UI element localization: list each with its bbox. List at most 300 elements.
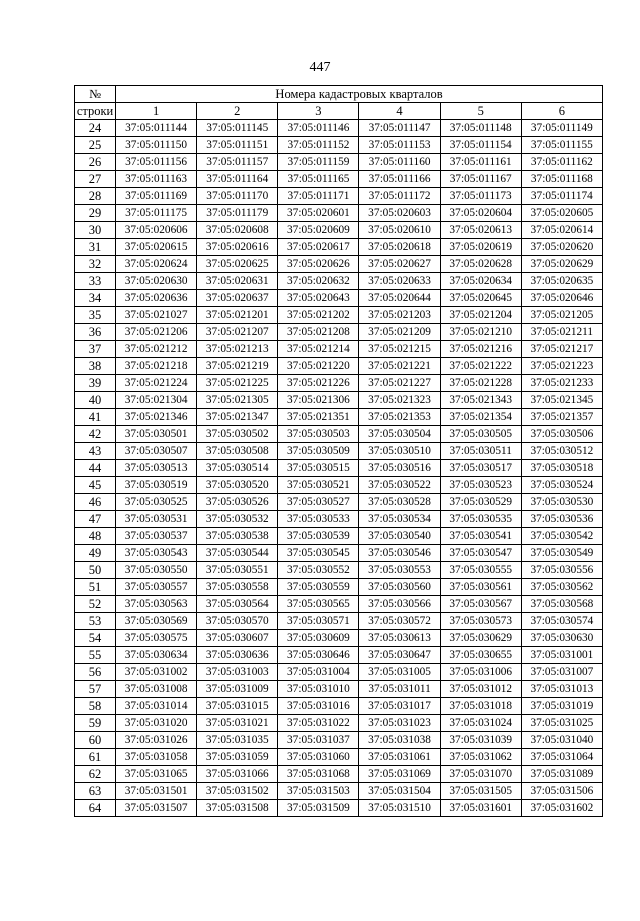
cadastral-number-cell: 37:05:031506 — [521, 783, 602, 800]
cadastral-number-cell: 37:05:030512 — [521, 443, 602, 460]
table-row — [75, 460, 603, 477]
row-number-cell: 32 — [75, 256, 116, 273]
cadastral-number-cell: 37:05:030573 — [440, 613, 521, 630]
cadastral-number-cell: 37:05:031006 — [440, 664, 521, 681]
cadastral-number-cell: 37:05:031024 — [440, 715, 521, 732]
cadastral-number-cell: 37:05:030561 — [440, 579, 521, 596]
cadastral-number-cell: 37:05:030526 — [197, 494, 278, 511]
cadastral-number-cell: 37:05:021209 — [359, 324, 440, 341]
cadastral-number-cell: 37:05:031018 — [440, 698, 521, 715]
row-number-cell: 42 — [75, 426, 116, 443]
column-header-2: 2 — [197, 103, 278, 120]
row-number-cell: 44 — [75, 460, 116, 477]
cadastral-number-cell: 37:05:021345 — [521, 392, 602, 409]
cadastral-number-cell: 37:05:030520 — [197, 477, 278, 494]
cadastral-number-cell: 37:05:011163 — [116, 171, 197, 188]
cadastral-number-cell: 37:05:021210 — [440, 324, 521, 341]
cadastral-number-cell: 37:05:020605 — [521, 205, 602, 222]
row-number-cell: 46 — [75, 494, 116, 511]
cadastral-number-cell: 37:05:030571 — [278, 613, 359, 630]
cadastral-number-cell: 37:05:030541 — [440, 528, 521, 545]
cadastral-number-cell: 37:05:011164 — [197, 171, 278, 188]
cadastral-number-cell: 37:05:030552 — [278, 562, 359, 579]
cadastral-number-cell: 37:05:030535 — [440, 511, 521, 528]
row-number-cell: 62 — [75, 766, 116, 783]
table-row — [75, 596, 603, 613]
row-number-header-top: № — [75, 86, 116, 103]
cadastral-number-cell: 37:05:030655 — [440, 647, 521, 664]
cadastral-number-cell: 37:05:030634 — [116, 647, 197, 664]
cadastral-number-cell: 37:05:030507 — [116, 443, 197, 460]
cadastral-number-cell: 37:05:011168 — [521, 171, 602, 188]
cadastral-number-cell: 37:05:030521 — [278, 477, 359, 494]
cadastral-number-cell: 37:05:020630 — [116, 273, 197, 290]
row-number-cell: 43 — [75, 443, 116, 460]
cadastral-number-cell: 37:05:030506 — [521, 426, 602, 443]
cadastral-number-cell: 37:05:030543 — [116, 545, 197, 562]
cadastral-number-cell: 37:05:021353 — [359, 409, 440, 426]
row-number-cell: 30 — [75, 222, 116, 239]
cadastral-number-cell: 37:05:030613 — [359, 630, 440, 647]
cadastral-number-cell: 37:05:031601 — [440, 800, 521, 817]
row-number-cell: 28 — [75, 188, 116, 205]
cadastral-number-cell: 37:05:031008 — [116, 681, 197, 698]
cadastral-number-cell: 37:05:011153 — [359, 137, 440, 154]
cadastral-number-cell: 37:05:021224 — [116, 375, 197, 392]
cadastral-number-cell: 37:05:011179 — [197, 205, 278, 222]
cadastral-number-cell: 37:05:030525 — [116, 494, 197, 511]
cadastral-number-cell: 37:05:030549 — [521, 545, 602, 562]
row-number-cell: 37 — [75, 341, 116, 358]
cadastral-number-cell: 37:05:030636 — [197, 647, 278, 664]
cadastral-number-cell: 37:05:021216 — [440, 341, 521, 358]
cadastral-number-cell: 37:05:030501 — [116, 426, 197, 443]
cadastral-number-cell: 37:05:020620 — [521, 239, 602, 256]
column-header-4: 4 — [359, 103, 440, 120]
cadastral-number-cell: 37:05:011174 — [521, 188, 602, 205]
cadastral-number-cell: 37:05:030546 — [359, 545, 440, 562]
cadastral-number-cell: 37:05:030517 — [440, 460, 521, 477]
cadastral-number-cell: 37:05:030523 — [440, 477, 521, 494]
cadastral-number-cell: 37:05:021219 — [197, 358, 278, 375]
table-header — [75, 86, 603, 120]
cadastral-number-cell: 37:05:031026 — [116, 732, 197, 749]
row-number-cell: 45 — [75, 477, 116, 494]
cadastral-number-cell: 37:05:030572 — [359, 613, 440, 630]
cadastral-number-cell: 37:05:030527 — [278, 494, 359, 511]
cadastral-number-cell: 37:05:031510 — [359, 800, 440, 817]
cadastral-number-cell: 37:05:020614 — [521, 222, 602, 239]
row-number-cell: 40 — [75, 392, 116, 409]
cadastral-number-cell: 37:05:030566 — [359, 596, 440, 613]
cadastral-number-cell: 37:05:020636 — [116, 290, 197, 307]
table-body — [75, 120, 603, 817]
cadastral-number-cell: 37:05:030538 — [197, 528, 278, 545]
cadastral-number-cell: 37:05:031037 — [278, 732, 359, 749]
cadastral-number-cell: 37:05:030551 — [197, 562, 278, 579]
cadastral-number-cell: 37:05:030513 — [116, 460, 197, 477]
cadastral-number-cell: 37:05:030560 — [359, 579, 440, 596]
row-number-cell: 25 — [75, 137, 116, 154]
table-row — [75, 358, 603, 375]
cadastral-number-cell: 37:05:020610 — [359, 222, 440, 239]
table-row — [75, 188, 603, 205]
cadastral-number-cell: 37:05:021233 — [521, 375, 602, 392]
cadastral-number-cell: 37:05:030532 — [197, 511, 278, 528]
cadastral-number-cell: 37:05:011160 — [359, 154, 440, 171]
cadastral-number-cell: 37:05:020604 — [440, 205, 521, 222]
group-title-header: Номера кадастровых кварталов — [116, 86, 603, 103]
cadastral-number-cell: 37:05:031013 — [521, 681, 602, 698]
cadastral-number-cell: 37:05:021222 — [440, 358, 521, 375]
cadastral-number-cell: 37:05:031039 — [440, 732, 521, 749]
page-number: 447 — [309, 60, 331, 75]
cadastral-number-cell: 37:05:021213 — [197, 341, 278, 358]
cadastral-number-cell: 37:05:011149 — [521, 120, 602, 137]
cadastral-number-cell: 37:05:021346 — [116, 409, 197, 426]
table-row — [75, 681, 603, 698]
cadastral-number-cell: 37:05:021214 — [278, 341, 359, 358]
cadastral-number-cell: 37:05:030533 — [278, 511, 359, 528]
row-number-cell: 47 — [75, 511, 116, 528]
cadastral-number-cell: 37:05:031089 — [521, 766, 602, 783]
cadastral-number-cell: 37:05:030511 — [440, 443, 521, 460]
cadastral-number-cell: 37:05:021228 — [440, 375, 521, 392]
cadastral-number-cell: 37:05:030567 — [440, 596, 521, 613]
cadastral-number-cell: 37:05:011161 — [440, 154, 521, 171]
table-row — [75, 239, 603, 256]
cadastral-number-cell: 37:05:030629 — [440, 630, 521, 647]
cadastral-number-cell: 37:05:030509 — [278, 443, 359, 460]
cadastral-number-cell: 37:05:020634 — [440, 273, 521, 290]
cadastral-number-cell: 37:05:021205 — [521, 307, 602, 324]
cadastral-number-cell: 37:05:020629 — [521, 256, 602, 273]
cadastral-number-cell: 37:05:020628 — [440, 256, 521, 273]
cadastral-number-cell: 37:05:031501 — [116, 783, 197, 800]
table-row — [75, 783, 603, 800]
cadastral-number-cell: 37:05:030518 — [521, 460, 602, 477]
cadastral-number-cell: 37:05:031061 — [359, 749, 440, 766]
cadastral-number-cell: 37:05:021201 — [197, 307, 278, 324]
cadastral-number-cell: 37:05:011147 — [359, 120, 440, 137]
row-number-cell: 36 — [75, 324, 116, 341]
cadastral-number-cell: 37:05:031016 — [278, 698, 359, 715]
cadastral-number-cell: 37:05:021206 — [116, 324, 197, 341]
cadastral-number-cell: 37:05:030540 — [359, 528, 440, 545]
cadastral-number-cell: 37:05:030534 — [359, 511, 440, 528]
row-number-cell: 56 — [75, 664, 116, 681]
cadastral-number-cell: 37:05:030542 — [521, 528, 602, 545]
cadastral-number-cell: 37:05:030550 — [116, 562, 197, 579]
cadastral-number-cell: 37:05:031066 — [197, 766, 278, 783]
cadastral-number-cell: 37:05:021221 — [359, 358, 440, 375]
cadastral-number-cell: 37:05:030563 — [116, 596, 197, 613]
cadastral-number-cell: 37:05:020646 — [521, 290, 602, 307]
column-header-3: 3 — [278, 103, 359, 120]
cadastral-number-cell: 37:05:031035 — [197, 732, 278, 749]
cadastral-number-cell: 37:05:021220 — [278, 358, 359, 375]
cadastral-number-cell: 37:05:020615 — [116, 239, 197, 256]
cadastral-number-cell: 37:05:030536 — [521, 511, 602, 528]
cadastral-number-cell: 37:05:030529 — [440, 494, 521, 511]
table-row — [75, 426, 603, 443]
cadastral-number-cell: 37:05:031602 — [521, 800, 602, 817]
table-row — [75, 341, 603, 358]
table-row — [75, 749, 603, 766]
table-row — [75, 562, 603, 579]
row-number-cell: 63 — [75, 783, 116, 800]
row-number-cell: 34 — [75, 290, 116, 307]
row-number-cell: 27 — [75, 171, 116, 188]
cadastral-number-cell: 37:05:031508 — [197, 800, 278, 817]
row-number-cell: 48 — [75, 528, 116, 545]
row-number-cell: 41 — [75, 409, 116, 426]
row-number-cell: 52 — [75, 596, 116, 613]
table-row — [75, 443, 603, 460]
row-number-cell: 33 — [75, 273, 116, 290]
cadastral-number-cell: 37:05:021323 — [359, 392, 440, 409]
cadastral-number-cell: 37:05:030570 — [197, 613, 278, 630]
cadastral-number-cell: 37:05:021223 — [521, 358, 602, 375]
column-header-5: 5 — [440, 103, 521, 120]
cadastral-number-cell: 37:05:021215 — [359, 341, 440, 358]
cadastral-number-cell: 37:05:020613 — [440, 222, 521, 239]
cadastral-number-cell: 37:05:031502 — [197, 783, 278, 800]
row-number-cell: 60 — [75, 732, 116, 749]
row-number-cell: 57 — [75, 681, 116, 698]
cadastral-number-cell: 37:05:021218 — [116, 358, 197, 375]
cadastral-number-cell: 37:05:030530 — [521, 494, 602, 511]
cadastral-number-cell: 37:05:011148 — [440, 120, 521, 137]
cadastral-number-cell: 37:05:011144 — [116, 120, 197, 137]
table-row — [75, 222, 603, 239]
cadastral-number-cell: 37:05:031021 — [197, 715, 278, 732]
row-number-cell: 64 — [75, 800, 116, 817]
cadastral-number-cell: 37:05:021347 — [197, 409, 278, 426]
cadastral-number-cell: 37:05:020637 — [197, 290, 278, 307]
cadastral-number-cell: 37:05:030524 — [521, 477, 602, 494]
cadastral-number-cell: 37:05:031058 — [116, 749, 197, 766]
cadastral-number-cell: 37:05:031022 — [278, 715, 359, 732]
cadastral-number-cell: 37:05:011175 — [116, 205, 197, 222]
column-header-6: 6 — [521, 103, 602, 120]
cadastral-number-cell: 37:05:031064 — [521, 749, 602, 766]
cadastral-number-cell: 37:05:021305 — [197, 392, 278, 409]
cadastral-number-cell: 37:05:031507 — [116, 800, 197, 817]
cadastral-number-cell: 37:05:031068 — [278, 766, 359, 783]
cadastral-number-cell: 37:05:011156 — [116, 154, 197, 171]
cadastral-number-cell: 37:05:030505 — [440, 426, 521, 443]
cadastral-number-cell: 37:05:031007 — [521, 664, 602, 681]
table-row — [75, 477, 603, 494]
row-number-cell: 59 — [75, 715, 116, 732]
cadastral-number-cell: 37:05:030516 — [359, 460, 440, 477]
cadastral-number-cell: 37:05:020633 — [359, 273, 440, 290]
table-row — [75, 511, 603, 528]
cadastral-number-cell: 37:05:031014 — [116, 698, 197, 715]
cadastral-number-cell: 37:05:030502 — [197, 426, 278, 443]
cadastral-number-cell: 37:05:021306 — [278, 392, 359, 409]
table-row — [75, 528, 603, 545]
table-row — [75, 494, 603, 511]
cadastral-number-cell: 37:05:031069 — [359, 766, 440, 783]
table-row — [75, 630, 603, 647]
cadastral-number-cell: 37:05:031509 — [278, 800, 359, 817]
cadastral-number-cell: 37:05:030609 — [278, 630, 359, 647]
cadastral-number-cell: 37:05:030555 — [440, 562, 521, 579]
column-header-1: 1 — [116, 103, 197, 120]
cadastral-number-cell: 37:05:020626 — [278, 256, 359, 273]
cadastral-number-cell: 37:05:011173 — [440, 188, 521, 205]
cadastral-number-cell: 37:05:021217 — [521, 341, 602, 358]
row-number-cell: 39 — [75, 375, 116, 392]
cadastral-number-cell: 37:05:011172 — [359, 188, 440, 205]
cadastral-number-cell: 37:05:031002 — [116, 664, 197, 681]
cadastral-number-cell: 37:05:031015 — [197, 698, 278, 715]
table-row — [75, 664, 603, 681]
cadastral-number-cell: 37:05:030630 — [521, 630, 602, 647]
cadastral-number-cell: 37:05:031065 — [116, 766, 197, 783]
row-number-header-bottom: строки — [75, 103, 116, 120]
cadastral-number-cell: 37:05:030539 — [278, 528, 359, 545]
cadastral-number-cell: 37:05:030558 — [197, 579, 278, 596]
cadastral-number-cell: 37:05:030565 — [278, 596, 359, 613]
cadastral-number-cell: 37:05:011151 — [197, 137, 278, 154]
cadastral-number-cell: 37:05:011157 — [197, 154, 278, 171]
row-number-cell: 58 — [75, 698, 116, 715]
cadastral-number-cell: 37:05:030519 — [116, 477, 197, 494]
cadastral-number-cell: 37:05:020619 — [440, 239, 521, 256]
cadastral-number-cell: 37:05:030556 — [521, 562, 602, 579]
cadastral-number-cell: 37:05:021208 — [278, 324, 359, 341]
cadastral-number-cell: 37:05:031062 — [440, 749, 521, 766]
cadastral-number-cell: 37:05:031038 — [359, 732, 440, 749]
table-row — [75, 732, 603, 749]
cadastral-number-cell: 37:05:031504 — [359, 783, 440, 800]
cadastral-number-cell: 37:05:011171 — [278, 188, 359, 205]
cadastral-number-cell: 37:05:011159 — [278, 154, 359, 171]
table-row — [75, 800, 603, 817]
cadastral-number-cell: 37:05:031023 — [359, 715, 440, 732]
cadastral-number-cell: 37:05:031019 — [521, 698, 602, 715]
cadastral-number-cell: 37:05:031070 — [440, 766, 521, 783]
cadastral-number-cell: 37:05:021203 — [359, 307, 440, 324]
cadastral-number-cell: 37:05:030504 — [359, 426, 440, 443]
table-row — [75, 409, 603, 426]
table-row — [75, 137, 603, 154]
row-number-cell: 29 — [75, 205, 116, 222]
row-number-cell: 50 — [75, 562, 116, 579]
cadastral-number-cell: 37:05:021351 — [278, 409, 359, 426]
table-row — [75, 375, 603, 392]
row-number-cell: 54 — [75, 630, 116, 647]
row-number-cell: 38 — [75, 358, 116, 375]
cadastral-number-cell: 37:05:031009 — [197, 681, 278, 698]
cadastral-number-cell: 37:05:021225 — [197, 375, 278, 392]
cadastral-number-cell: 37:05:030547 — [440, 545, 521, 562]
cadastral-number-cell: 37:05:030537 — [116, 528, 197, 545]
cadastral-number-cell: 37:05:011154 — [440, 137, 521, 154]
cadastral-number-cell: 37:05:031505 — [440, 783, 521, 800]
cadastral-number-cell: 37:05:030510 — [359, 443, 440, 460]
cadastral-number-cell: 37:05:031005 — [359, 664, 440, 681]
cadastral-number-cell: 37:05:020624 — [116, 256, 197, 273]
row-number-cell: 51 — [75, 579, 116, 596]
cadastral-number-cell: 37:05:031001 — [521, 647, 602, 664]
cadastral-number-cell: 37:05:011167 — [440, 171, 521, 188]
cadastral-number-cell: 37:05:011145 — [197, 120, 278, 137]
cadastral-number-cell: 37:05:021357 — [521, 409, 602, 426]
cadastral-number-cell: 37:05:020603 — [359, 205, 440, 222]
cadastral-number-cell: 37:05:020606 — [116, 222, 197, 239]
cadastral-number-cell: 37:05:031017 — [359, 698, 440, 715]
cadastral-number-cell: 37:05:021027 — [116, 307, 197, 324]
row-number-cell: 35 — [75, 307, 116, 324]
cadastral-number-cell: 37:05:021226 — [278, 375, 359, 392]
table-row — [75, 579, 603, 596]
cadastral-number-cell: 37:05:030647 — [359, 647, 440, 664]
table-row — [75, 171, 603, 188]
table-row — [75, 647, 603, 664]
row-number-cell: 31 — [75, 239, 116, 256]
table-row — [75, 545, 603, 562]
cadastral-number-cell: 37:05:021343 — [440, 392, 521, 409]
cadastral-number-cell: 37:05:011166 — [359, 171, 440, 188]
table-row — [75, 273, 603, 290]
table-row — [75, 698, 603, 715]
cadastral-number-cell: 37:05:020625 — [197, 256, 278, 273]
cadastral-number-cell: 37:05:030515 — [278, 460, 359, 477]
cadastral-number-cell: 37:05:020608 — [197, 222, 278, 239]
cadastral-number-cell: 37:05:030544 — [197, 545, 278, 562]
table-row — [75, 307, 603, 324]
row-number-cell: 55 — [75, 647, 116, 664]
cadastral-number-cell: 37:05:030528 — [359, 494, 440, 511]
cadastral-number-cell: 37:05:011162 — [521, 154, 602, 171]
table-row — [75, 766, 603, 783]
cadastral-number-cell: 37:05:011150 — [116, 137, 197, 154]
cadastral-number-cell: 37:05:030553 — [359, 562, 440, 579]
cadastral-number-cell: 37:05:031503 — [278, 783, 359, 800]
cadastral-number-cell: 37:05:011155 — [521, 137, 602, 154]
cadastral-number-cell: 37:05:011146 — [278, 120, 359, 137]
cadastral-number-cell: 37:05:021211 — [521, 324, 602, 341]
cadastral-number-cell: 37:05:020601 — [278, 205, 359, 222]
cadastral-number-cell: 37:05:021212 — [116, 341, 197, 358]
cadastral-number-cell: 37:05:030574 — [521, 613, 602, 630]
table-row — [75, 290, 603, 307]
cadastral-number-cell: 37:05:031004 — [278, 664, 359, 681]
table-row — [75, 154, 603, 171]
cadastral-number-cell: 37:05:031012 — [440, 681, 521, 698]
cadastral-number-cell: 37:05:031059 — [197, 749, 278, 766]
cadastral-number-cell: 37:05:020645 — [440, 290, 521, 307]
cadastral-number-cell: 37:05:021204 — [440, 307, 521, 324]
table-row — [75, 392, 603, 409]
header-row-bottom — [75, 103, 603, 120]
cadastral-number-cell: 37:05:020644 — [359, 290, 440, 307]
cadastral-number-cell: 37:05:020643 — [278, 290, 359, 307]
table-row — [75, 324, 603, 341]
table-row — [75, 120, 603, 137]
cadastral-number-cell: 37:05:030503 — [278, 426, 359, 443]
cadastral-number-cell: 37:05:030575 — [116, 630, 197, 647]
cadastral-number-cell: 37:05:020609 — [278, 222, 359, 239]
cadastral-number-cell: 37:05:031020 — [116, 715, 197, 732]
cadastral-number-cell: 37:05:021227 — [359, 375, 440, 392]
row-number-cell: 61 — [75, 749, 116, 766]
table-row — [75, 256, 603, 273]
